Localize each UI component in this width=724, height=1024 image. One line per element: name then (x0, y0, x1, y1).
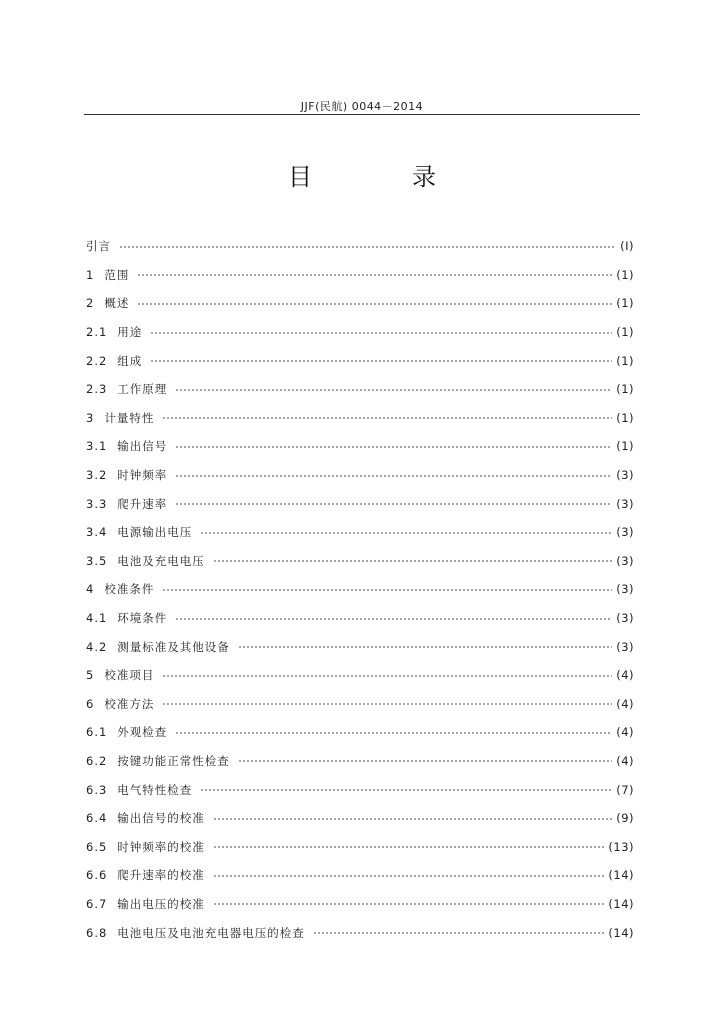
header-rule (84, 114, 640, 115)
toc-entry (86, 575, 634, 604)
toc-entry-title: 用途 (117, 325, 143, 340)
toc-entry-page: (1) (616, 353, 634, 368)
toc-entry (86, 461, 634, 490)
toc-entry-title: 电池及充电电压 (117, 553, 205, 568)
toc-entry-title: 时钟频率的校准 (117, 839, 205, 854)
toc-entry-number: 5 (86, 668, 95, 683)
toc-dot-leader (175, 446, 612, 448)
toc-entry-number: 3.4 (86, 525, 108, 540)
toc-entry-page: (4) (616, 696, 634, 711)
toc-entry (86, 375, 634, 404)
toc-dot-leader (213, 818, 612, 820)
toc-entry-page: (3) (616, 553, 634, 568)
toc-entry (86, 747, 634, 776)
toc-entry-title: 电池电压及电池充电器电压的检查 (117, 925, 305, 940)
toc-entry-page: (3) (616, 639, 634, 654)
toc-entry (86, 632, 634, 661)
toc-entry (86, 432, 634, 461)
toc-entry-number: 4.1 (86, 611, 108, 626)
toc-dot-leader (162, 703, 612, 705)
toc-entry-title: 输出信号的校准 (117, 811, 205, 826)
toc-entry (86, 832, 634, 861)
toc-entry-title: 概述 (104, 296, 130, 311)
toc-entry-page: (3) (616, 525, 634, 540)
toc-entry (86, 775, 634, 804)
toc-dot-leader (137, 303, 612, 305)
toc-entry-page: (1) (616, 382, 634, 397)
toc-dot-leader (313, 932, 605, 934)
toc-entry (86, 489, 634, 518)
toc-entry-number: 4.2 (86, 639, 108, 654)
toc-entry-title: 校准项目 (104, 668, 155, 683)
toc-entry-number: 6.4 (86, 811, 108, 826)
toc-entry-number: 2 (86, 296, 95, 311)
toc-entry (86, 547, 634, 576)
toc-entry-number: 3.2 (86, 468, 108, 483)
toc-entry-title: 计量特性 (104, 410, 155, 425)
toc-dot-leader (119, 246, 616, 248)
toc-dot-leader (162, 589, 612, 591)
toc-entry-title: 组成 (117, 353, 143, 368)
toc-dot-leader (213, 846, 605, 848)
toc-dot-leader (200, 789, 612, 791)
toc-entry (86, 861, 634, 890)
toc-entry-number: 6.6 (86, 868, 108, 883)
toc-entry-title: 环境条件 (117, 611, 168, 626)
toc-entry (86, 804, 634, 833)
toc-entry-number: 6.3 (86, 782, 108, 797)
toc-dot-leader (213, 875, 605, 877)
toc-dot-leader (175, 503, 612, 505)
toc-entry-title: 按键功能正常性检查 (117, 753, 230, 768)
toc-entry-page: (Ⅰ) (620, 239, 634, 254)
toc-entry-title: 测量标准及其他设备 (117, 639, 230, 654)
toc-entry-page: (4) (616, 668, 634, 683)
toc-entry-page: (1) (616, 296, 634, 311)
toc-entry-number: 6 (86, 696, 95, 711)
toc-entry-number: 6.2 (86, 753, 108, 768)
toc-entry-number: 4 (86, 582, 95, 597)
toc-entry-number: 6.7 (86, 896, 108, 911)
toc-entry-number: 1 (86, 267, 95, 282)
toc-entry-page: (1) (616, 410, 634, 425)
toc-entry-number: 3 (86, 410, 95, 425)
toc-dot-leader (175, 475, 612, 477)
toc-entry (86, 404, 634, 433)
toc-dot-leader (175, 618, 612, 620)
toc-entry-title: 爬升速率的校准 (117, 868, 205, 883)
toc-entry (86, 690, 634, 719)
toc-entry-title: 电气特性检查 (117, 782, 193, 797)
toc-entry-number: 2.3 (86, 382, 108, 397)
toc-entry (86, 261, 634, 290)
toc-entry-number: 2.2 (86, 353, 108, 368)
toc-entry-number: 6.5 (86, 839, 108, 854)
toc-entry-page: (1) (616, 439, 634, 454)
toc-entry-page: (3) (616, 496, 634, 511)
toc-entry (86, 661, 634, 690)
toc-dot-leader (238, 760, 612, 762)
toc-dot-leader (213, 560, 612, 562)
toc-entry-number: 3.3 (86, 496, 108, 511)
toc-entry-page: (3) (616, 468, 634, 483)
toc-entry-page: (13) (608, 839, 634, 854)
toc-entry (86, 918, 634, 947)
toc-entry (86, 232, 634, 261)
toc-dot-leader (162, 675, 612, 677)
page-title: 目 录 (288, 163, 474, 191)
toc-entry (86, 518, 634, 547)
toc-dot-leader (175, 732, 612, 734)
toc-entry-title: 输出电压的校准 (117, 896, 205, 911)
toc-dot-leader (137, 274, 612, 276)
toc-entry-title: 爬升速率 (117, 496, 168, 511)
toc-entry-number: 3.1 (86, 439, 108, 454)
toc-entry-title: 校准方法 (104, 696, 155, 711)
toc-entry-page: (4) (616, 725, 634, 740)
toc-dot-leader (150, 360, 612, 362)
toc-dot-leader (175, 389, 612, 391)
toc-entry-page: (14) (608, 868, 634, 883)
toc-entry (86, 718, 634, 747)
toc-entry-title: 时钟频率 (117, 468, 168, 483)
toc-entry-number: 3.5 (86, 553, 108, 568)
toc-entry-title: 引言 (86, 239, 111, 254)
toc-entry-number: 6.8 (86, 925, 108, 940)
toc-entry-page: (3) (616, 611, 634, 626)
toc-entry-page: (7) (616, 782, 634, 797)
toc-entry-number: 6.1 (86, 725, 108, 740)
toc-dot-leader (150, 332, 612, 334)
toc-entry-page: (9) (616, 811, 634, 826)
document-code-header: JJF(民航) 0044－2014 (300, 100, 424, 113)
toc-entry-title: 范围 (104, 267, 130, 282)
toc-dot-leader (238, 646, 612, 648)
toc-entry (86, 346, 634, 375)
toc-entry-title: 外观检查 (117, 725, 168, 740)
toc-entry-title: 工作原理 (117, 382, 168, 397)
toc-entry-page: (4) (616, 753, 634, 768)
toc-entry-page: (14) (608, 896, 634, 911)
toc-entry-page: (1) (616, 267, 634, 282)
toc-entry-page: (3) (616, 582, 634, 597)
toc-entry (86, 289, 634, 318)
toc-entry-title: 电源输出电压 (117, 525, 193, 540)
toc-dot-leader (200, 532, 612, 534)
toc-dot-leader (213, 903, 605, 905)
toc-entry-number: 2.1 (86, 325, 108, 340)
table-of-contents (86, 232, 634, 947)
toc-entry-title: 校准条件 (104, 582, 155, 597)
toc-entry-page: (1) (616, 325, 634, 340)
toc-dot-leader (162, 417, 612, 419)
toc-entry (86, 318, 634, 347)
toc-entry (86, 890, 634, 919)
toc-entry-page: (14) (608, 925, 634, 940)
toc-entry-title: 输出信号 (117, 439, 168, 454)
toc-entry (86, 604, 634, 633)
